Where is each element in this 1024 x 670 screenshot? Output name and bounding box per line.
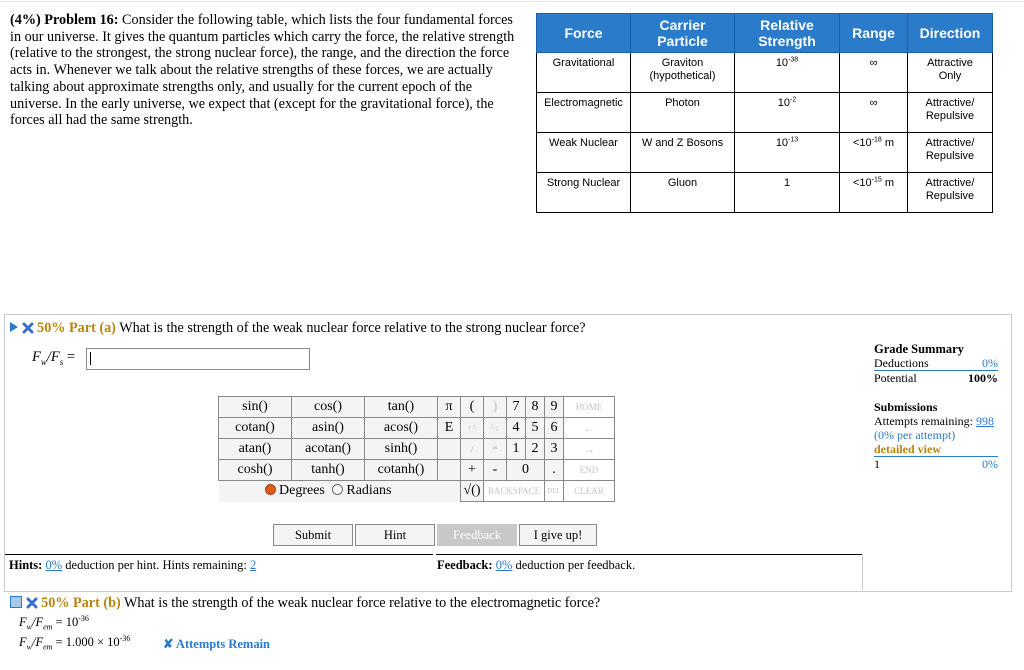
answer-input[interactable]	[86, 348, 310, 370]
grade-summary-title: Grade Summary	[874, 342, 964, 356]
submissions-title: Submissions	[874, 400, 938, 414]
key-tanh[interactable]: tanh()	[292, 460, 365, 481]
cell-strength: $10^{-13}$	[735, 133, 840, 173]
feedback-divider	[436, 554, 862, 555]
key-9[interactable]: 9	[545, 397, 564, 418]
key-clear[interactable]: CLEAR	[564, 481, 615, 502]
grade-summary	[874, 342, 998, 471]
part-b-submission-2: $F_w/F_{em} = 1.000 \times 10^{-36}$	[19, 633, 131, 652]
part-a-answer-label: $F_w/F_s$ =	[32, 349, 76, 367]
part-b-question: What is the strength of the weak nuclear force relative to the electromagnetic force?	[123, 595, 601, 611]
key-del[interactable]: DEL	[545, 481, 564, 502]
degrees-label: Degrees	[279, 483, 325, 499]
problem-label: Problem 16:	[44, 12, 119, 28]
problem-statement	[10, 12, 522, 129]
hints-text: deduction per hint. Hints remaining:	[65, 558, 247, 572]
cell-strength: $10^{-38}$	[735, 53, 840, 93]
key-end[interactable]: END	[564, 460, 615, 481]
part-a-percent: 50% Part (a)	[37, 320, 116, 336]
table-row	[537, 93, 993, 133]
header-direction: Direction	[908, 14, 993, 53]
cell-strength: $10^{-2}$	[735, 93, 840, 133]
key-e[interactable]: E	[438, 418, 461, 439]
potential-row: Potential 100%	[874, 371, 998, 385]
key-spacer	[438, 481, 461, 502]
angle-mode	[219, 481, 438, 502]
cell-force: Electromagnetic	[537, 93, 631, 133]
part-a-header	[10, 320, 586, 337]
key-8[interactable]: 8	[526, 397, 545, 418]
key-5[interactable]: 5	[526, 418, 545, 439]
degrees-radio[interactable]	[265, 484, 276, 495]
header-range: Range	[840, 14, 908, 53]
key-3[interactable]: 3	[545, 439, 564, 460]
forces-table	[536, 13, 993, 213]
key-home[interactable]: HOME	[564, 397, 615, 418]
attempts-remaining: Attempts remaining: 998	[874, 414, 994, 428]
per-attempt: (0% per attempt)	[874, 428, 956, 442]
header-force: Force	[537, 14, 631, 53]
cell-force: Weak Nuclear	[537, 133, 631, 173]
submission-row: 1 0%	[874, 457, 998, 471]
cell-range: ∞	[840, 93, 908, 133]
attempts-remaining-value[interactable]: 998	[975, 414, 994, 428]
key-asin[interactable]: asin()	[292, 418, 365, 439]
give-up-button[interactable]: I give up!	[519, 524, 597, 546]
key-blank	[438, 439, 461, 460]
deductions-row: Deductions 0%	[874, 356, 998, 370]
cell-direction: Attractive/ Repulsive	[908, 173, 993, 213]
key-6[interactable]: 6	[545, 418, 564, 439]
part-a-question: What is the strength of the weak nuclear force relative to the strong nuclear force?	[119, 320, 586, 336]
cell-carrier: Graviton (hypothetical)	[631, 53, 735, 93]
problem-weight: (4%)	[10, 12, 41, 28]
feedback-percent-link[interactable]: 0%	[495, 558, 513, 572]
hints-remaining-link[interactable]: 2	[249, 558, 257, 572]
key-cotan[interactable]: cotan()	[219, 418, 292, 439]
radians-label: Radians	[346, 483, 392, 499]
hint-button[interactable]: Hint	[355, 524, 435, 546]
cell-force: Strong Nuclear	[537, 173, 631, 213]
x-mark-icon: ✘	[163, 637, 174, 651]
feedback-button[interactable]: Feedback	[437, 524, 517, 546]
top-rule	[0, 1, 1024, 2]
cell-direction: Attractive/ Repulsive	[908, 133, 993, 173]
header-strength: Relative Strength	[735, 14, 840, 53]
key-1[interactable]: 1	[507, 439, 526, 460]
key-multiply[interactable]: *	[484, 439, 507, 460]
table-row	[537, 53, 993, 93]
calculator-keypad	[218, 396, 615, 502]
key-right-arrow[interactable]: →	[564, 439, 615, 460]
key-cotanh[interactable]: cotanh()	[365, 460, 438, 481]
problem-body: Consider the following table, which lists the four fundamental forces in our universe. It gives the quantum particles which carry the force, the relative strength (relative to the strongest, the strong nuclear force), the range, and the direction the force acts in. Whenever we talk about the relative strengths of these forces, we are actually talking about approximate strengths only, and usually for the current epoch of the universe. In the early universe, we expect that (except for the gravitational force), the forces all had the same strength.	[10, 12, 515, 129]
key-decimal[interactable]: .	[545, 460, 564, 481]
feedback-label: Feedback:	[437, 558, 493, 572]
feedback-line	[437, 558, 635, 573]
key-superscript[interactable]: ↑^	[461, 418, 484, 439]
key-pi[interactable]: π	[438, 397, 461, 418]
key-backspace[interactable]: BACKSPACE	[484, 481, 545, 502]
key-close-paren[interactable]: )	[484, 397, 507, 418]
part-b-header	[10, 595, 600, 612]
hints-percent-link[interactable]: 0%	[45, 558, 63, 572]
key-subscript[interactable]: ^↓	[484, 418, 507, 439]
key-2[interactable]: 2	[526, 439, 545, 460]
feedback-right-border	[862, 554, 863, 590]
expand-triangle-icon[interactable]	[10, 322, 18, 332]
radians-radio[interactable]	[332, 484, 343, 495]
key-left-arrow[interactable]: ←	[564, 418, 615, 439]
detailed-view-link[interactable]: detailed view	[874, 442, 941, 456]
cross-icon	[22, 322, 34, 334]
key-open-paren[interactable]: (	[461, 397, 484, 418]
cell-range: ∞	[840, 53, 908, 93]
key-sqrt[interactable]: √()	[461, 481, 484, 502]
attempts-remain: ✘ Attempts Remain	[163, 637, 271, 651]
part-b-percent: 50% Part (b)	[41, 595, 121, 611]
submit-button[interactable]: Submit	[273, 524, 353, 546]
cell-strength: 1	[735, 173, 840, 213]
table-row	[537, 173, 993, 213]
key-tan[interactable]: tan()	[365, 397, 438, 418]
key-minus[interactable]: -	[484, 460, 507, 481]
cell-carrier: Photon	[631, 93, 735, 133]
cross-icon	[26, 597, 38, 609]
key-sin[interactable]: sin()	[219, 397, 292, 418]
text-cursor	[90, 352, 91, 365]
key-cos[interactable]: cos()	[292, 397, 365, 418]
key-sinh[interactable]: sinh()	[365, 439, 438, 460]
key-4[interactable]: 4	[507, 418, 526, 439]
hints-label: Hints:	[9, 558, 43, 572]
key-7[interactable]: 7	[507, 397, 526, 418]
header-carrier: Carrier Particle	[631, 14, 735, 53]
key-cosh[interactable]: cosh()	[219, 460, 292, 481]
part-b-submission-1: $F_w/F_{em} = 10^{-36}$	[19, 613, 89, 632]
feedback-text: deduction per feedback.	[515, 558, 636, 572]
key-acotan[interactable]: acotan()	[292, 439, 365, 460]
cell-direction: Attractive Only	[908, 53, 993, 93]
cell-carrier: Gluon	[631, 173, 735, 213]
key-atan[interactable]: atan()	[219, 439, 292, 460]
cell-carrier: W and Z Bosons	[631, 133, 735, 173]
key-0[interactable]: 0	[507, 460, 545, 481]
hints-divider	[5, 554, 433, 555]
collapse-icon[interactable]	[10, 596, 22, 608]
key-blank	[438, 460, 461, 481]
key-acos[interactable]: acos()	[365, 418, 438, 439]
cell-direction: Attractive/ Repulsive	[908, 93, 993, 133]
cell-force: Gravitational	[537, 53, 631, 93]
key-plus[interactable]: +	[461, 460, 484, 481]
cell-range: $<10^{-15}$ m	[840, 173, 908, 213]
table-row	[537, 133, 993, 173]
key-divide[interactable]: /	[461, 439, 484, 460]
cell-range: $<10^{-18}$ m	[840, 133, 908, 173]
hints-line	[9, 558, 256, 573]
